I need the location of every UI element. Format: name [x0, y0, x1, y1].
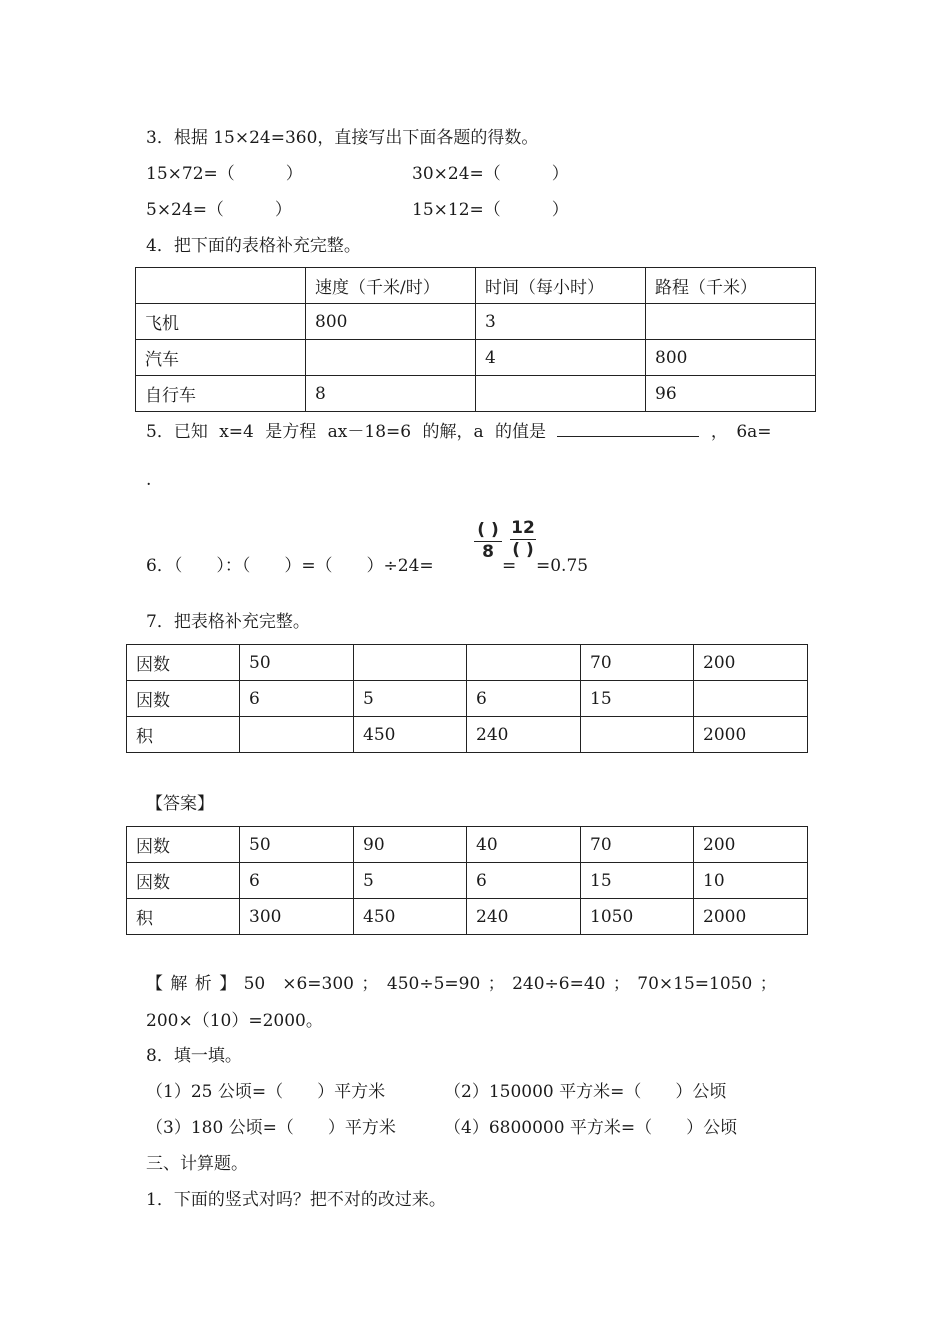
table-cell: 96 — [646, 376, 816, 412]
table-cell: 因数 — [127, 863, 240, 899]
table-cell: 10 — [694, 863, 808, 899]
table-cell: 300 — [240, 899, 354, 935]
table-row — [127, 681, 808, 717]
table-cell — [354, 645, 467, 681]
table-cell: 240 — [467, 717, 581, 753]
calc-q1-title: 1．下面的竖式对吗？把不对的改过来。 — [146, 1190, 446, 1210]
fraction-denominator: ( ) — [512, 540, 534, 560]
q4-table — [135, 267, 816, 412]
table-cell: 6 — [467, 863, 581, 899]
table-cell — [581, 717, 694, 753]
answer-label: 【答案】 — [146, 794, 214, 814]
q3-item-3: 5×24=（ ） — [146, 200, 292, 220]
table-cell: 200 — [694, 827, 808, 863]
table-cell — [467, 645, 581, 681]
table-cell: 50 — [240, 827, 354, 863]
table-cell: 4 — [476, 340, 646, 376]
table-header-row — [136, 268, 816, 304]
q5-text-b: ， 6a= — [710, 422, 772, 442]
table-cell: 40 — [467, 827, 581, 863]
header-cell: 速度（千米/时） — [306, 268, 476, 304]
fraction-numerator: ( ) — [477, 520, 499, 540]
table-row — [136, 376, 816, 412]
table-cell: 450 — [354, 899, 467, 935]
answer-table — [126, 826, 808, 935]
q4-title: 4．把下面的表格补充完整。 — [146, 236, 361, 256]
table-cell: 5 — [354, 863, 467, 899]
table-cell: 70 — [581, 645, 694, 681]
table-row — [127, 863, 808, 899]
table-row — [127, 827, 808, 863]
table-cell: 90 — [354, 827, 467, 863]
section-3-heading: 三、计算题。 — [146, 1154, 248, 1174]
table-cell: 积 — [127, 717, 240, 753]
table-cell: 240 — [467, 899, 581, 935]
table-cell: 因数 — [127, 827, 240, 863]
q6-fraction-1 — [474, 522, 502, 561]
table-cell: 15 — [581, 681, 694, 717]
table-cell — [694, 681, 808, 717]
table-cell — [646, 304, 816, 340]
q3-item-4: 15×12=（ ） — [412, 200, 569, 220]
table-cell: 450 — [354, 717, 467, 753]
table-cell: 3 — [476, 304, 646, 340]
q5-text-a: 5．已知 x=4 是方程 ax－18=6 的解，a 的值是 — [146, 422, 547, 442]
q3-item-1: 15×72=（ ） — [146, 164, 303, 184]
header-cell: 时间（每小时） — [476, 268, 646, 304]
table-cell: 6 — [467, 681, 581, 717]
table-cell: 2000 — [694, 899, 808, 935]
table-cell: 70 — [581, 827, 694, 863]
q5-line — [146, 422, 772, 441]
table-cell — [306, 340, 476, 376]
table-cell — [240, 717, 354, 753]
table-cell: 自行车 — [136, 376, 306, 412]
table-cell: 因数 — [127, 681, 240, 717]
q8-item-2: （2）150000 平方米=（ ）公顷 — [444, 1082, 727, 1102]
table-cell: 200 — [694, 645, 808, 681]
table-row — [136, 304, 816, 340]
table-cell: 15 — [581, 863, 694, 899]
q6-suffix: =0.75 — [536, 556, 589, 576]
q7-title: 7．把表格补充完整。 — [146, 612, 310, 632]
q3-title: 3．根据 15×24=360，直接写出下面各题的得数。 — [146, 128, 539, 148]
table-row — [127, 899, 808, 935]
table-cell — [476, 376, 646, 412]
table-cell: 1050 — [581, 899, 694, 935]
q5-text-c: . — [146, 470, 152, 490]
q5-answer-blank — [557, 422, 699, 437]
table-cell: 6 — [240, 681, 354, 717]
table-cell: 汽车 — [136, 340, 306, 376]
q6-equals: = — [502, 556, 517, 576]
fraction-numerator: 12 — [511, 518, 535, 538]
table-row — [136, 340, 816, 376]
table-cell: 积 — [127, 899, 240, 935]
q8-item-3: （3）180 公顷=（ ）平方米 — [146, 1118, 396, 1138]
analysis-line-1: 【 解 析 】 50 ×6=300 ； 450÷5=90 ； 240÷6=40 ； 70×15=1050 ； — [146, 974, 777, 994]
table-cell: 2000 — [694, 717, 808, 753]
table-cell: 8 — [306, 376, 476, 412]
q8-item-4: （4）6800000 平方米=（ ）公顷 — [444, 1118, 738, 1138]
table-row — [127, 717, 808, 753]
q6-fraction-2 — [510, 520, 536, 559]
table-cell: 5 — [354, 681, 467, 717]
table-cell: 飞机 — [136, 304, 306, 340]
header-cell — [136, 268, 306, 304]
q8-item-1: （1）25 公顷=（ ）平方米 — [146, 1082, 386, 1102]
table-cell: 因数 — [127, 645, 240, 681]
table-cell: 50 — [240, 645, 354, 681]
table-cell: 800 — [306, 304, 476, 340]
q6-prefix: 6．（ ）：（ ）=（ ）÷24= — [146, 556, 434, 576]
table-cell: 800 — [646, 340, 816, 376]
table-cell: 6 — [240, 863, 354, 899]
q8-title: 8．填一填。 — [146, 1046, 242, 1066]
q7-table — [126, 644, 808, 753]
header-cell: 路程（千米） — [646, 268, 816, 304]
table-row — [127, 645, 808, 681]
analysis-line-2: 200×（10）=2000。 — [146, 1011, 323, 1031]
q3-item-2: 30×24=（ ） — [412, 164, 569, 184]
fraction-denominator: 8 — [482, 542, 494, 562]
